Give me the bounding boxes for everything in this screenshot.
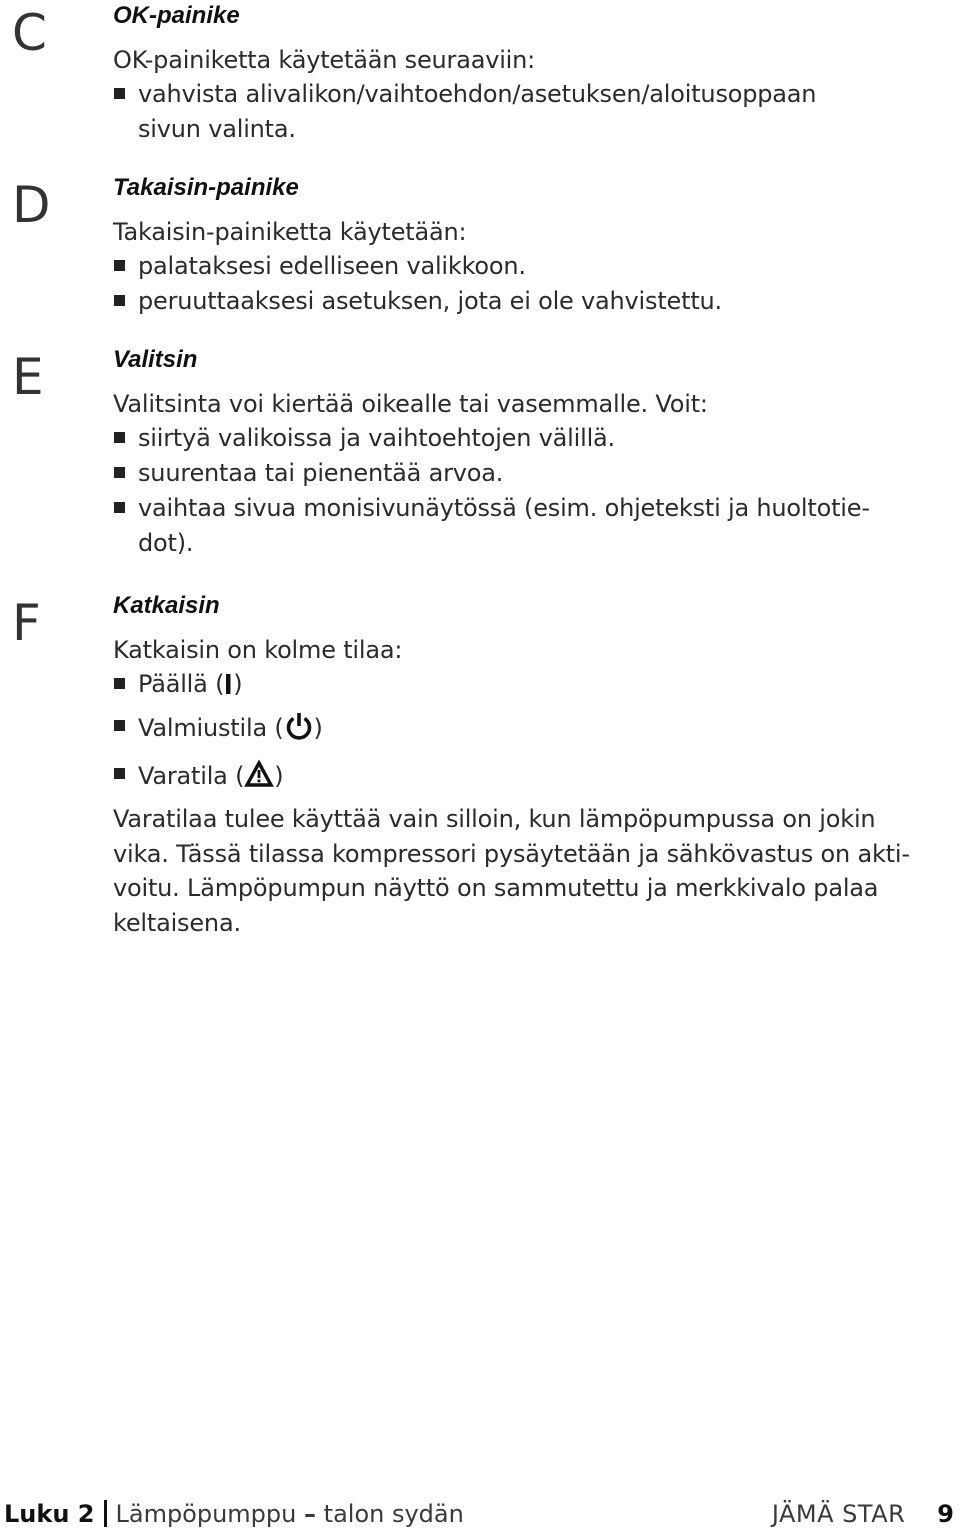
paragraph-line: Varatilaa tulee käyttää vain silloin, kun lämpöpumpussa on jokin [113,805,876,833]
section-letter-f: F [12,594,41,652]
footer-brand-page [772,1496,954,1532]
state-label: Varatila ( [138,762,245,790]
section-letter-d: D [12,176,51,234]
bullet-square-icon [114,295,125,306]
list-item-text: vahvista alivalikon/vaihtoehdon/asetuksen/aloitusoppaan [138,80,817,108]
section-letter-c: C [12,4,47,62]
bullet-square-icon [114,768,125,779]
list-item [113,491,933,526]
bullet-square-icon [114,432,125,443]
list-item-state-on [113,667,933,707]
brand-name: JÄMÄ STAR [771,1500,906,1528]
state-label: Valmiustila ( [138,714,284,742]
paragraph-line: voitu. Lämpöpumpun näyttö on sammutettu ja merkkivalo palaa [113,874,879,902]
bullet-square-icon [114,720,125,731]
paragraph-line: vika. Tässä tilassa kompressori pysäytetään ja sähkövastus on akti- [113,839,910,868]
list-item-text: vaihtaa sivua monisivunäytössä (esim. ohjeteksti ja huoltotie- [138,494,870,522]
chapter-label: Luku 2 [4,1500,95,1528]
list-item-text: peruuttaaksesi asetuksen, jota ei ole vahvistettu. [138,287,722,315]
chapter-title: Lämpöpumppu [115,1500,297,1528]
list-item [113,284,933,319]
section-ok-button [113,1,933,146]
section-intro: Valitsinta voi kiertää oikealle tai vasemmalle. Voit: [113,390,708,418]
title-dash: – [304,1500,317,1528]
bullet-square-icon [114,502,125,513]
list-item [113,249,933,284]
state-label: Päällä ( [138,670,225,698]
list-item-text: suurentaa tai pienentää arvoa. [138,459,504,487]
list-item-continuation: sivun valinta. [138,115,296,143]
bullet-square-icon [114,260,125,271]
on-icon [224,671,233,707]
page-number: 9 [937,1500,954,1528]
list-item [113,77,933,112]
footer-chapter-info [4,1496,464,1532]
section-letter-e: E [12,348,44,406]
section-intro: OK-painiketta käytetään seuraaviin: [113,46,536,74]
list-item-state-reserve [113,755,933,803]
list-item-text: palataksesi edelliseen valikkoon. [138,252,526,280]
list-item [113,421,933,456]
list-item-state-standby [113,707,933,755]
section-heading: OK-painike [113,2,240,29]
section-main-switch [113,591,933,803]
section-back-button [113,173,933,319]
state-close: ) [274,762,284,790]
list-item-continuation: dot). [138,529,194,557]
section-intro: Takaisin-painiketta käytetään: [113,218,467,246]
list-item [113,456,933,491]
bullet-square-icon [114,467,125,478]
section-heading: Valitsin [113,346,198,373]
bullet-square-icon [114,678,125,689]
section-selector [113,345,933,560]
reserve-mode-paragraph [113,802,933,940]
power-standby-icon [284,711,314,755]
warning-triangle-icon [244,759,274,803]
state-close: ) [233,670,243,698]
section-heading: Katkaisin [113,592,220,619]
chapter-subtitle: talon sydän [323,1500,464,1528]
section-heading: Takaisin-painike [113,174,299,201]
paragraph-line: keltaisena. [113,908,241,937]
list-item-text: siirtyä valikoissa ja vaihtoehtojen välillä. [138,424,615,452]
footer-divider [104,1500,107,1527]
state-close: ) [313,714,323,742]
bullet-square-icon [114,88,125,99]
page-footer [0,1496,960,1532]
section-intro: Katkaisin on kolme tilaa: [113,636,403,664]
